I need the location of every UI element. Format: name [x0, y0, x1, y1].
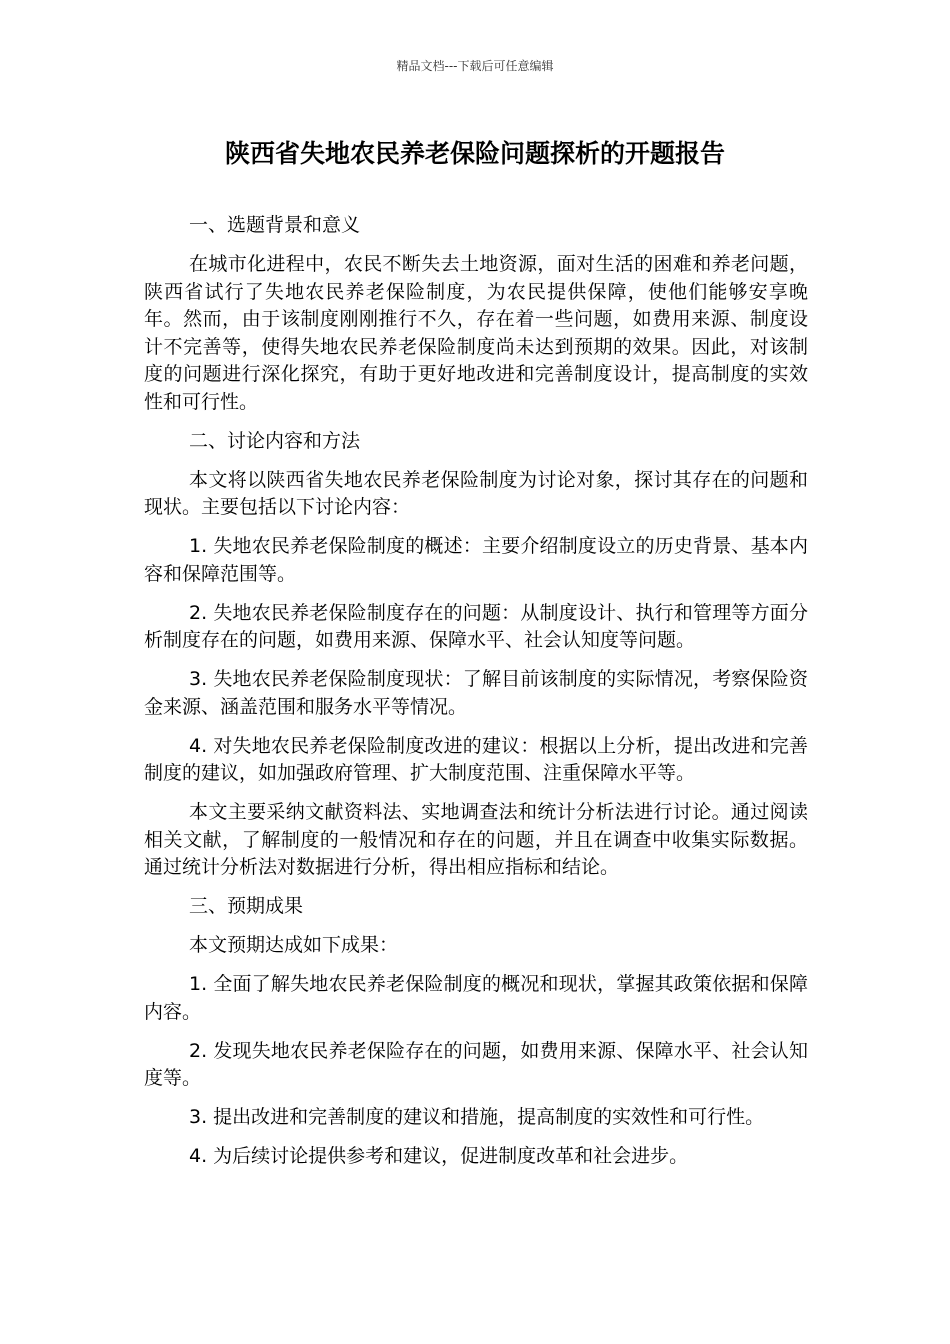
list-item: 2. 失地农民养老保险制度存在的问题：从制度设计、执行和管理等方面分析制度存在的问题，如费用来源、保障水平、社会认知度等问题。: [144, 601, 808, 651]
section-expected-results: [144, 893, 808, 1171]
body-paragraph: 在城市化进程中，农民不断失去土地资源，面对生活的困难和养老问题，陕西省试行了失地农民养老保险制度，为农民提供保障，使他们能够安享晚年。然而，由于该制度刚刚推行不久，存在着一些问题，如费用来源、制度设计不完善等，使得失地农民养老保险制度尚未达到预期的效果。因此，对该制度的问题进行深化探究，有助于更好地改进和完善制度设计，提高制度的实效性和可行性。: [144, 253, 808, 413]
list-item: 4. 对失地农民养老保险制度改进的建议：根据以上分析，提出改进和完善制度的建议，如加强政府管理、扩大制度范围、注重保障水平等。: [144, 734, 808, 784]
list-item: 3. 失地农民养老保险制度现状：了解目前该制度的实际情况，考察保险资金来源、涵盖范围和服务水平等情况。: [144, 668, 808, 718]
section-content-methods: [144, 428, 808, 882]
section-heading: 一、选题背景和意义: [189, 214, 361, 236]
body-paragraph: 本文预期达成如下成果：: [189, 934, 399, 956]
section-heading: 三、预期成果: [189, 895, 304, 917]
list-item: 2. 发现失地农民养老保险存在的问题，如费用来源、保障水平、社会认知度等。: [144, 1039, 808, 1089]
list-item: 4. 为后续讨论提供参考和建议，促进制度改革和社会进步。: [189, 1145, 689, 1167]
list-item: 3. 提出改进和完善制度的建议和措施，提高制度的实效性和可行性。: [189, 1106, 765, 1128]
body-paragraph: 本文主要采纳文献资料法、实地调查法和统计分析法进行讨论。通过阅读相关文献，了解制度的一般情况和存在的问题，并且在调查中收集实际数据。通过统计分析法对数据进行分析，得出相应指标和结论。: [144, 801, 808, 878]
document-title: 陕西省失地农民养老保险问题探析的开题报告: [224, 139, 725, 168]
document-body: [144, 212, 808, 1182]
list-item: 1. 失地农民养老保险制度的概述：主要介绍制度设立的历史背景、基本内容和保障范围等。: [144, 535, 808, 585]
body-paragraph: 本文将以陕西省失地农民养老保险制度为讨论对象，探讨其存在的问题和现状。主要包括以下讨论内容：: [144, 468, 808, 518]
page-header: 精品文档---下载后可任意编辑: [396, 59, 554, 73]
list-item: 1. 全面了解失地农民养老保险制度的概况和现状，掌握其政策依据和保障内容。: [144, 973, 808, 1023]
section-heading: 二、讨论内容和方法: [189, 429, 361, 452]
section-background: [144, 212, 808, 416]
